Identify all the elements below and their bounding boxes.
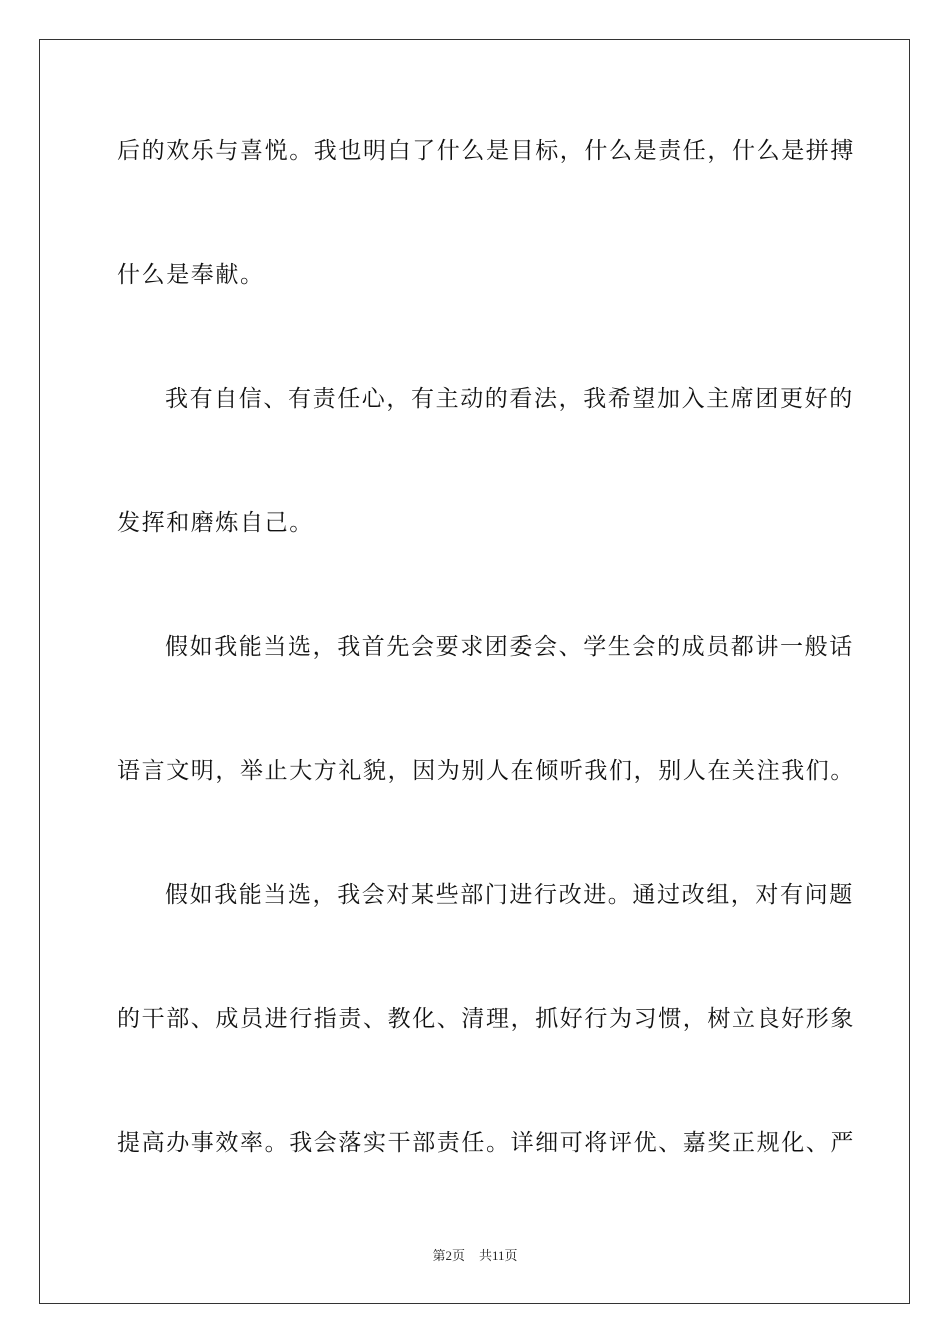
text-line-1: 后的欢乐与喜悦。我也明白了什么是目标，什么是责任，什么是拼搏 <box>117 138 855 164</box>
text-line-5: 假如我能当选，我首先会要求团委会、学生会的成员都讲一般话 <box>165 634 854 660</box>
page-number: 第2页 <box>432 1248 465 1263</box>
text-line-9: 提高办事效率。我会落实干部责任。详细可将评优、嘉奖正规化、严 <box>117 1130 855 1156</box>
text-line-6: 语言文明，举止大方礼貌，因为别人在倾听我们，别人在关注我们。 <box>117 758 855 784</box>
page-total: 共11页 <box>478 1248 518 1263</box>
text-line-8: 的干部、成员进行指责、教化、清理，抓好行为习惯，树立良好形象 <box>117 1006 855 1032</box>
text-line-2: 什么是奉献。 <box>117 262 265 288</box>
page-border <box>39 39 910 1304</box>
text-line-3: 我有自信、有责任心，有主动的看法，我希望加入主席团更好的 <box>165 386 854 412</box>
text-line-4: 发挥和磨炼自己。 <box>117 510 314 536</box>
text-line-7: 假如我能当选，我会对某些部门进行改进。通过改组，对有问题 <box>165 882 854 908</box>
page-footer <box>0 1248 950 1264</box>
